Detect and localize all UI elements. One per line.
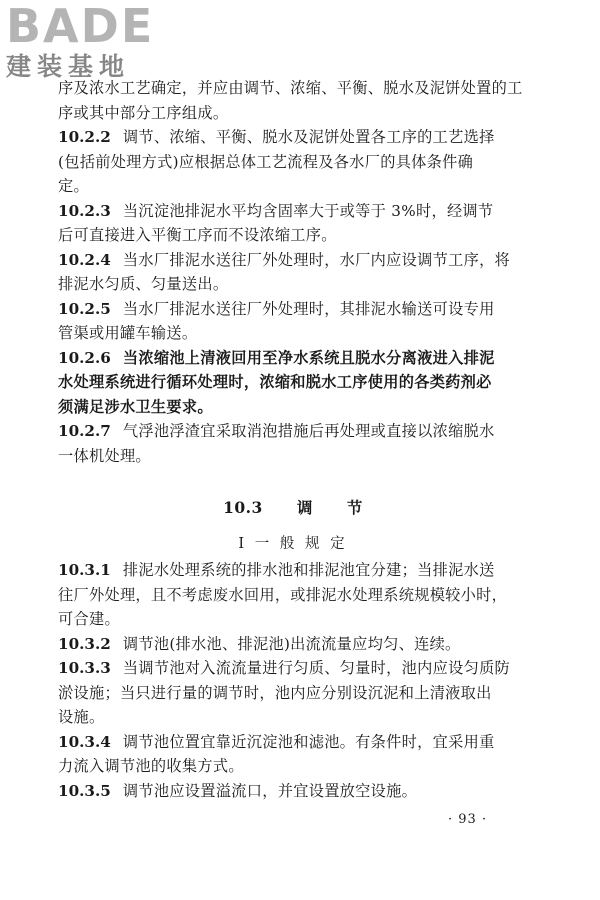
- text-line: (包括前处理方式)应根据总体工艺流程及各水厂的具体条件确: [58, 152, 474, 171]
- clause-number: 10.3.2: [58, 634, 111, 653]
- text-line: 排泥水处理系统的排水池和排泥池宜分建；当排泥水送: [122, 561, 495, 579]
- page-number: · 93 ·: [448, 812, 488, 827]
- text-line: 可合建。: [58, 610, 120, 628]
- clause-10-2-5: [58, 297, 528, 346]
- clause-10-3-3: [58, 656, 528, 730]
- clause-number: 10.2.7: [58, 422, 111, 440]
- text-line: 序或其中部分工序组成。: [58, 103, 229, 122]
- text-line: 往厂外处理，且不考虑废水回用，或排泥水处理系统规模较小时，: [58, 585, 508, 604]
- text-line: 调节池位置宜靠近沉淀池和滤池。有条件时，宜采用重: [122, 732, 495, 751]
- text-line: 排泥水匀质、匀量送出。: [58, 275, 229, 293]
- section-heading: [58, 496, 528, 520]
- subsection-heading: Ⅰ 一 般 规 定: [238, 536, 348, 552]
- clause-10-2-2: [58, 125, 528, 199]
- page-body: [58, 76, 528, 803]
- clause-number: 10.3.3: [58, 659, 111, 677]
- clause-10-3-1: [58, 558, 528, 632]
- clause-number: 10.3.1: [58, 561, 111, 579]
- section-title-part: 调: [296, 498, 313, 517]
- text-line: 力流入调节池的收集方式。: [58, 757, 244, 775]
- text-line: 当水厂排泥水送往厂外处理时，水厂内应设调节工序，将: [122, 250, 511, 269]
- text-line: 调节池应设置溢流口，并宜设置放空设施。: [122, 781, 418, 800]
- clause-number: 10.3.5: [58, 781, 111, 800]
- text-line: 当沉淀池排泥水平均含固率大于或等于 3%时，经调节: [122, 201, 494, 220]
- text-line: 调节、浓缩、平衡、脱水及泥饼处置各工序的工艺选择: [122, 128, 495, 146]
- text-line: 当浓缩池上清液回用至净水系统且脱水分离液进入排泥: [122, 348, 495, 367]
- clause-10-3-2: [58, 632, 528, 657]
- clause-number: 10.2.3: [58, 201, 111, 220]
- clause-10-3-5: [58, 779, 528, 804]
- text-line: 须满足涉水卫生要求。: [58, 397, 213, 416]
- section-number: 10.3: [223, 498, 263, 517]
- text-line: 调节池(排水池、排泥池)出流流量应均匀、连续。: [122, 634, 461, 653]
- clause-10-2-4: [58, 248, 528, 297]
- text-line: 设施。: [58, 708, 105, 726]
- clause-number: 10.2.4: [58, 250, 111, 269]
- clause-10-2-6: [58, 346, 528, 420]
- clause-number: 10.3.4: [58, 732, 111, 751]
- text-line: 淤设施；当只进行量的调节时，池内应分别设沉泥和上清液取出: [58, 683, 492, 702]
- text-line: 当调节池对入流流量进行匀质、匀量时，池内应设匀质防: [122, 659, 511, 677]
- text-line: 气浮池浮渣宜采取消泡措施后再处理或直接以浓缩脱水: [122, 422, 495, 440]
- watermark-logo-text: BADE: [6, 0, 155, 53]
- text-line: 管渠或用罐车输送。: [58, 324, 198, 342]
- text-line: 当水厂排泥水送往厂外处理时，其排泥水输送可设专用: [122, 299, 495, 318]
- section-title-part: 节: [346, 498, 363, 517]
- watermark-logo: [6, 2, 176, 82]
- clause-10-2-3: [58, 199, 528, 248]
- watermark-subtitle: 建装基地: [6, 52, 131, 81]
- clause-number: 10.2.6: [58, 348, 111, 367]
- clause-number: 10.2.2: [58, 128, 111, 146]
- text-line: 定。: [58, 177, 89, 195]
- text-line: 序及浓水工艺确定，并应由调节、浓缩、平衡、脱水及泥饼处置的工: [58, 79, 523, 97]
- clause-10-3-4: [58, 730, 528, 779]
- clause-number: 10.2.5: [58, 299, 111, 318]
- clause-10-2-7: [58, 419, 528, 468]
- text-line: 水处理系统进行循环处理时，浓缩和脱水工序使用的各类药剂必: [58, 373, 492, 391]
- text-line: 一体机处理。: [58, 446, 151, 465]
- paragraph-continuation: [58, 76, 528, 125]
- text-line: 后可直接进入平衡工序而不设浓缩工序。: [58, 226, 337, 244]
